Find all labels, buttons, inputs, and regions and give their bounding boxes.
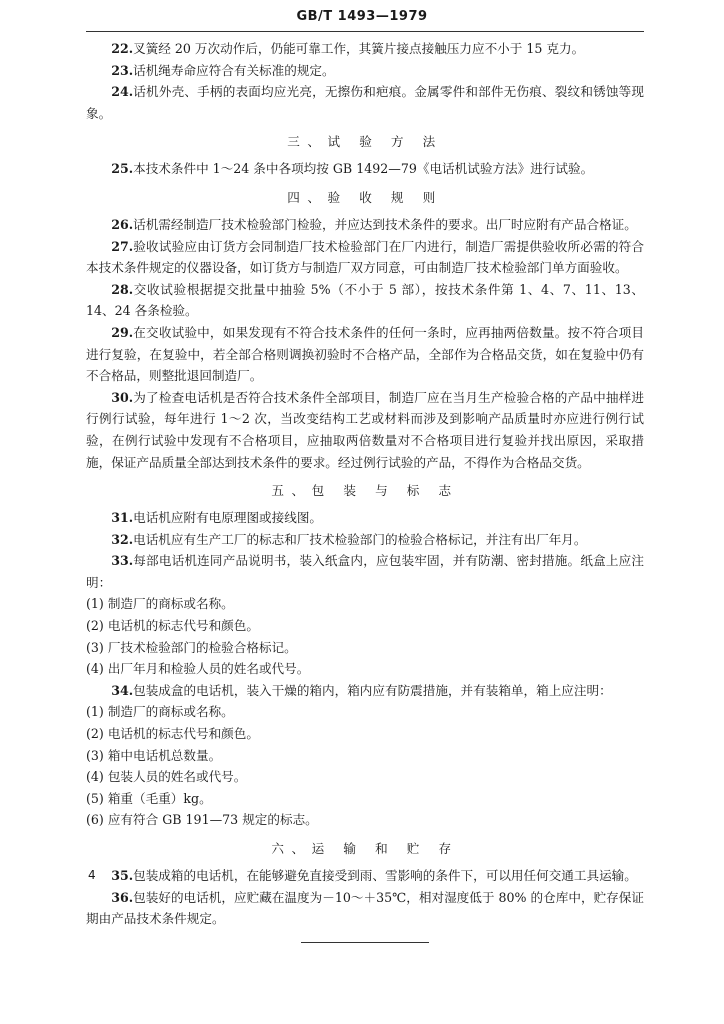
clause-number: 35.	[111, 868, 134, 883]
clause-number: 31.	[111, 510, 134, 526]
list-item: (5) 箱重（毛重）kg。	[86, 790, 212, 806]
section-title-packaging-marking: 五、包 装 与 标 志	[271, 483, 459, 499]
clause-33	[86, 550, 644, 593]
clause-number: 33.	[111, 553, 134, 569]
clause-text: 叉簧经 20 万次动作后，仍能可靠工作，其簧片接点接触压力应不小于 15 克力。	[133, 41, 585, 56]
list-item: (1) 制造厂的商标或名称。	[86, 596, 234, 612]
section-title-transport-storage: 六、运 输 和 贮 存	[271, 841, 459, 856]
document-header: GB/T 1493—1979	[296, 9, 428, 24]
list-item: (2) 电话机的标志代号和颜色。	[86, 726, 259, 742]
clause-text: 话机需经制造厂技术检验部门检验，并应达到技术条件的要求。出厂时应附有产品合格证。	[133, 216, 637, 232]
clause-text: 在交收试验中，如果发现有不符合技术条件的任何一条时，应再抽两倍数量。按不符合项目进行复验，在复验中，若全部合格则调换初验时不合格产品，全部作为合格品交货，如在复验中仍有不合格品，则整批退回制造厂。	[86, 324, 644, 384]
list-item: (4) 出厂年月和检验人员的姓名或代号。	[86, 661, 310, 677]
list-item: (6) 应有符合 GB 191—73 规定的标志。	[86, 812, 318, 828]
clause-number: 29.	[111, 324, 134, 340]
clause-35	[86, 865, 644, 887]
document-body	[86, 38, 644, 943]
clause-number: 24.	[111, 84, 134, 100]
clause-34	[86, 680, 644, 702]
clause-32	[86, 529, 644, 551]
list-item: (2) 电话机的标志代号和颜色。	[86, 618, 259, 634]
clause-text: 包装成箱的电话机，在能够避免直接受到雨、雪影响的条件下，可以用任何交通工具运输。	[133, 868, 637, 883]
clause-number: 22.	[111, 41, 134, 56]
clause-number: 27.	[111, 238, 134, 254]
section-title-acceptance-rules: 四、验 收 规 则	[287, 189, 443, 205]
list-item: (3) 厂技术检验部门的检验合格标记。	[86, 639, 297, 655]
clause-text: 验收试验应由订货方会同制造厂技术检验部门在厂内进行，制造厂需提供验收所必需的符合本技术条件规定的仪器设备，如订货方与制造厂双方同意，可由制造厂技术检验部门单方面验收。	[86, 238, 644, 276]
clause-text: 电话机应附有电原理图或接线图。	[133, 510, 323, 526]
list-item: (1) 制造厂的商标或名称。	[86, 704, 234, 720]
clause-31	[86, 507, 644, 529]
clause-text: 交收试验根据提交批量中抽验 5%（不小于 5 部），按技术条件第 1、4、7、11、13、14、24 各条检验。	[86, 281, 644, 319]
clause-29	[86, 322, 644, 387]
clause-23	[86, 60, 644, 82]
list-item: (3) 箱中电话机总数量。	[86, 747, 222, 763]
clause-text: 包装好的电话机，应贮藏在温度为－10～＋35℃，相对湿度低于 80% 的仓库中，贮存保证期由产品技术条件规定。	[86, 889, 644, 927]
list-item: (4) 包装人员的姓名或代号。	[86, 769, 247, 785]
clause-text: 包装成盒的电话机，装入干燥的箱内，箱内应有防震措施，并有装箱单，箱上应注明：	[133, 682, 612, 698]
section-title-test-methods: 三、试 验 方 法	[287, 134, 443, 150]
clause-text: 每部电话机连同产品说明书，装入纸盒内，应包装牢固，并有防潮、密封措施。纸盒上应注明：	[86, 553, 644, 590]
clause-36	[86, 887, 644, 930]
clause-26	[86, 214, 644, 236]
clause-24	[86, 81, 644, 124]
page-number: 4	[88, 868, 96, 882]
clause-text: 话机外壳、手柄的表面均应光亮，无擦伤和疤痕。金属零件和部件无伤痕、裂纹和锈蚀等现象。	[86, 84, 644, 121]
clause-text: 本技术条件中 1～24 条中各项均按 GB 1492—79《电话机试验方法》进行试验。	[133, 161, 594, 177]
clause-number: 28.	[111, 281, 134, 297]
header-rule	[86, 31, 644, 32]
clause-25	[86, 158, 644, 180]
clause-number: 32.	[111, 531, 134, 547]
clause-27	[86, 236, 644, 279]
clause-text: 为了检查电话机是否符合技术条件全部项目，制造厂应在当月生产检验合格的产品中抽样进行例行试验，每年进行 1～2 次，当改变结构工艺或材料而涉及到影响产品质量时亦应进行例行试验，在例行试验中发现有不合格项目，应抽取两倍数量对不合格项目进行复验并找出原因，采取措施，保证产品质量全部达到技术条件的要求。经过例行试验的产品，不得作为合格品交货。	[86, 389, 644, 470]
clause-number: 25.	[111, 161, 134, 177]
clause-number: 26.	[111, 216, 134, 232]
clause-text: 电话机应有生产工厂的标志和厂技术检验部门的检验合格标记，并注有出厂年月。	[133, 531, 587, 547]
clause-number: 23.	[111, 62, 134, 78]
clause-number: 36.	[111, 889, 134, 905]
clause-22	[86, 38, 644, 60]
clause-text: 话机绳寿命应符合有关标准的规定。	[133, 62, 335, 78]
clause-number: 30.	[111, 389, 134, 405]
clause-28	[86, 279, 644, 322]
clause-number: 34.	[111, 682, 134, 698]
end-divider	[301, 942, 429, 943]
clause-30	[86, 387, 644, 473]
